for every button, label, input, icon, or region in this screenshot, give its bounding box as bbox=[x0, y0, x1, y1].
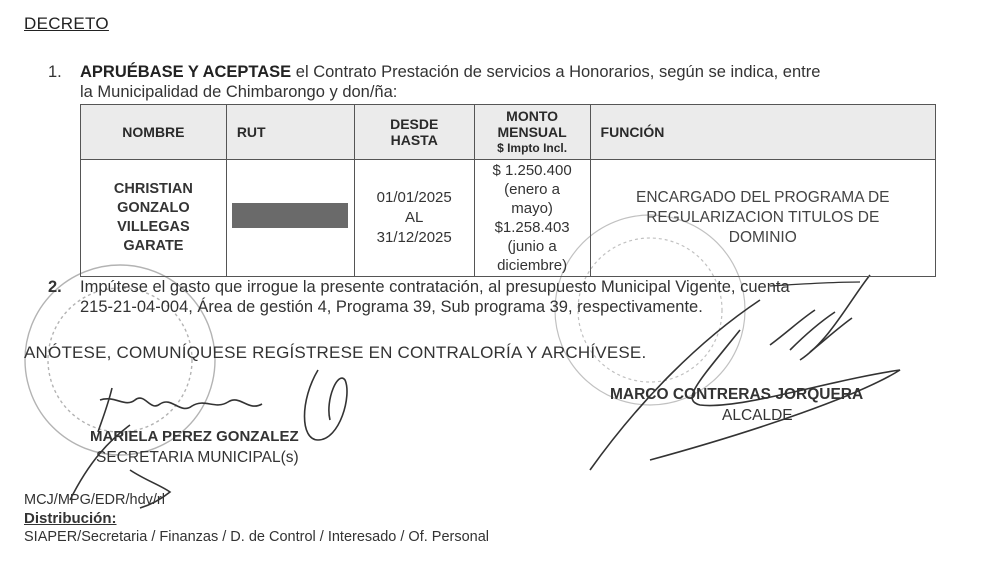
header-hasta: HASTA bbox=[390, 132, 438, 148]
article-2-text-line2: 215-21-04-004, Área de gestión 4, Programa 39, Sub programa 39, respectivamente. bbox=[80, 298, 703, 316]
date-from: 01/01/2025 bbox=[376, 189, 452, 206]
header-monto-line2: MENSUAL bbox=[497, 124, 567, 140]
header-monto-line1: MONTO bbox=[506, 108, 559, 124]
signatory-right-role: ALCALDE bbox=[722, 407, 793, 424]
cell-nombre bbox=[81, 160, 227, 277]
header-nombre: NOMBRE bbox=[81, 105, 227, 160]
function-line: DOMINIO bbox=[728, 229, 797, 246]
article-2 bbox=[48, 277, 948, 317]
header-rut: RUT bbox=[226, 105, 354, 160]
header-monto-line3: $ Impto Incl. bbox=[497, 141, 568, 155]
header-monto bbox=[474, 105, 590, 160]
distribution-label: Distribución: bbox=[24, 510, 117, 527]
article-1 bbox=[48, 62, 948, 102]
header-funcion: FUNCIÓN bbox=[590, 105, 935, 160]
reference-initials: MCJ/MPG/EDR/hdv/rl bbox=[24, 492, 165, 508]
function-line: ENCARGADO DEL PROGRAMA DE bbox=[636, 189, 890, 206]
date-to: 31/12/2025 bbox=[376, 229, 452, 246]
article-1-lead: APRUÉBASE Y ACEPTASE bbox=[80, 63, 292, 81]
amount-b-period: diciembre) bbox=[497, 257, 568, 274]
signatory-right-name: MARCO CONTRERAS JORQUERA bbox=[610, 386, 864, 403]
amount-b: $1.258.403 bbox=[494, 219, 570, 236]
cell-funcion bbox=[590, 160, 935, 277]
document-heading: DECRETO bbox=[24, 14, 109, 33]
amount-a-period: mayo) bbox=[511, 200, 553, 217]
closing-statement: ANÓTESE, COMUNÍQUESE REGÍSTRESE EN CONTRALORÍA Y ARCHÍVESE. bbox=[24, 343, 647, 362]
cell-desde-hasta bbox=[354, 160, 474, 277]
name-line: VILLEGAS bbox=[117, 219, 190, 235]
signatory-left-name: MARIELA PEREZ GONZALEZ bbox=[90, 428, 299, 445]
article-1-number: 1. bbox=[48, 63, 62, 81]
amount-a: $ 1.250.400 bbox=[492, 162, 572, 179]
article-2-number: 2. bbox=[48, 278, 62, 296]
header-desde: DESDE bbox=[390, 116, 439, 132]
header-desde-hasta bbox=[354, 105, 474, 160]
article-1-text-line2: la Municipalidad de Chimbarongo y don/ña: bbox=[80, 83, 398, 101]
cell-monto bbox=[474, 160, 590, 277]
name-line: GONZALO bbox=[117, 200, 190, 216]
signatory-left-role: SECRETARIA MUNICIPAL(s) bbox=[96, 449, 299, 466]
date-separator: AL bbox=[405, 209, 424, 226]
amount-a-period: (enero a bbox=[504, 181, 561, 198]
table-header-row bbox=[81, 105, 936, 160]
contract-table bbox=[80, 104, 936, 277]
name-line: GARATE bbox=[123, 238, 184, 254]
name-line: CHRISTIAN bbox=[113, 181, 193, 197]
table-row bbox=[81, 160, 936, 277]
article-1-text: el Contrato Prestación de servicios a Honorarios, según se indica, entre bbox=[291, 63, 821, 81]
amount-b-period: (junio a bbox=[507, 238, 557, 255]
redaction-box bbox=[232, 203, 348, 228]
distribution-list: SIAPER/Secretaria / Finanzas / D. de Control / Interesado / Of. Personal bbox=[24, 529, 490, 545]
cell-rut bbox=[226, 160, 354, 277]
article-2-text: Impútese el gasto que irrogue la presente contratación, al presupuesto Municipal Vigente, cuenta bbox=[80, 278, 790, 296]
function-line: REGULARIZACION TITULOS DE bbox=[646, 209, 880, 226]
